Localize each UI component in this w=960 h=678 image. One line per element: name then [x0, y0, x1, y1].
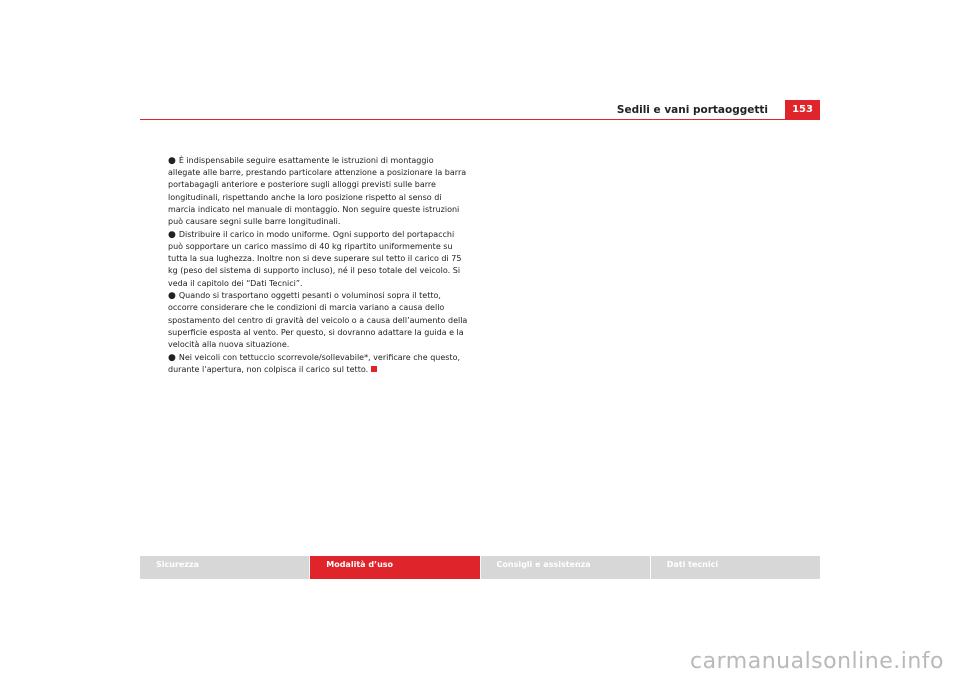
bullet-icon: ● [168, 291, 176, 302]
tab-sicurezza[interactable]: Sicurezza [140, 556, 309, 579]
bullet-icon: ● [168, 229, 176, 240]
body-text [168, 155, 468, 377]
bullet-icon: ● [168, 352, 176, 363]
paragraph [168, 155, 468, 228]
watermark: carmanualsonline.info [690, 649, 944, 674]
page-number: 153 [785, 100, 820, 119]
paragraph-text: Quando si trasportano oggetti pesanti o voluminosi sopra il tetto, occorre considerare che le condizioni di marcia variano a causa dello spostamento del centro di gravità del veicolo o a causa dell’aumento della superficie esposta al vento. Per questo, si dovranno adattare la guida e la velocità alla nuova situazione. [168, 291, 468, 350]
tab-modalita-duso[interactable]: Modalità d’uso [310, 556, 479, 579]
page-title: Sedili e vani portaoggetti [616, 104, 768, 116]
paragraph-text: È indispensabile seguire esattamente le istruzioni di montaggio allegate alle barre, prestando particolare attenzione a posizionare la barra portabagagli anteriore e posteriore sugli alloggi previsti sulle barre longitudinali, rispettando anche la loro posizione rispetto al senso di marcia indicato nel manuale di montaggio. Non seguire queste istruzioni può causare segni sulle barre longitudinali. [168, 156, 467, 227]
end-of-section-icon [371, 366, 377, 372]
paragraph [168, 290, 468, 351]
tab-dati-tecnici[interactable]: Dati tecnici [651, 556, 820, 579]
header-divider [140, 119, 820, 120]
paragraph [168, 229, 468, 290]
tab-consigli-e-assistenza[interactable]: Consigli e assistenza [481, 556, 650, 579]
paragraph-text: Distribuire il carico in modo uniforme. Ogni supporto del portapacchi può sopportare un carico massimo di 40 kg ripartito uniformemente su tutta la sua lughezza. Inoltre non si deve superare sul tetto il carico di 75 kg (peso del sistema di supporto incluso), né il peso totale del veicolo. Si veda il capitolo dei “Dati Tecnici”. [168, 229, 462, 288]
bullet-icon: ● [168, 156, 176, 166]
paragraph-text: Nei veicoli con tettuccio scorrevole/sollevabile*, verificare che questo, durante l’apertura, non colpisca il carico sul tetto. [168, 352, 460, 374]
footer-navigation [140, 556, 820, 579]
paragraph [168, 352, 468, 376]
